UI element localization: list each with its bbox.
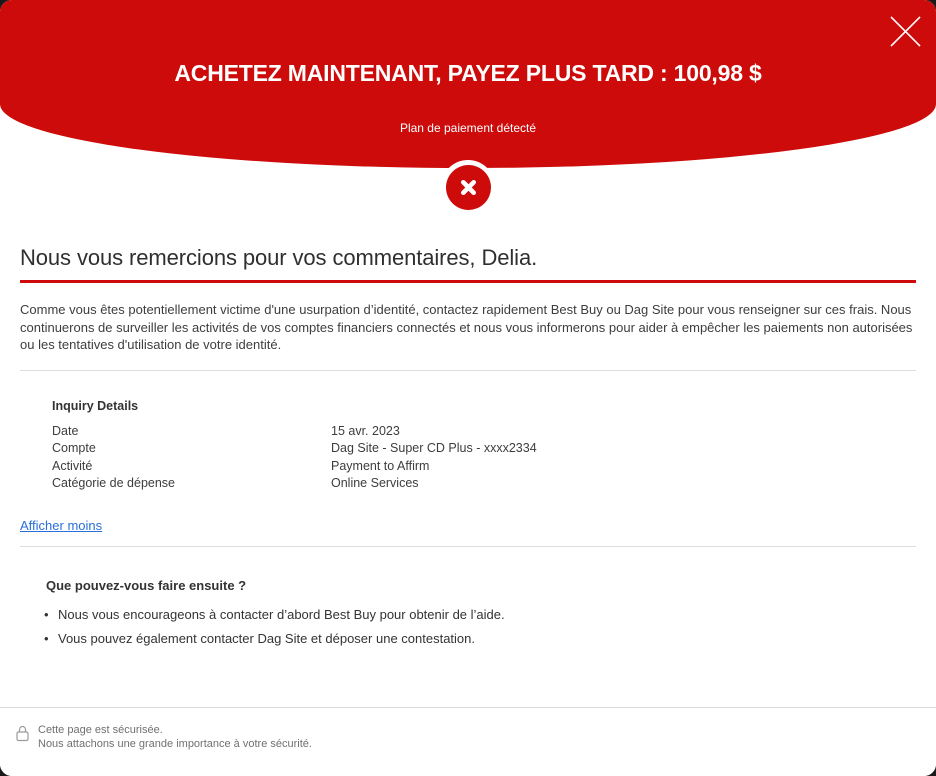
inquiry-label: Date bbox=[52, 423, 79, 438]
bullet-dot: • bbox=[44, 630, 49, 646]
bullet-dot: • bbox=[44, 606, 49, 622]
inquiry-title: Inquiry Details bbox=[52, 398, 139, 413]
alert-banner bbox=[0, 0, 936, 168]
body-text: Comme vous êtes potentiellement victime d'une usurpation d’identité, contactez rapidement Best Buy ou Dag Site pour vous renseigner sur ces frais. Nous continuerons de surveiller les activités de vos comptes financiers connectés et nous vous informerons pour aider à empêcher les paiements non autorisées ou les tentatives d'utilisation de votre identité. bbox=[20, 302, 913, 353]
alert-subtitle: Plan de paiement détecté bbox=[399, 121, 537, 135]
x-circle-icon bbox=[456, 175, 481, 200]
next-steps-section bbox=[20, 547, 916, 647]
lock-icon bbox=[16, 725, 29, 742]
inquiry-row bbox=[52, 458, 916, 476]
close-icon bbox=[890, 16, 921, 47]
inquiry-label: Compte bbox=[52, 441, 96, 456]
inquiry-details-section bbox=[20, 371, 916, 493]
security-note bbox=[38, 723, 312, 751]
list-item bbox=[46, 630, 916, 647]
security-footer bbox=[0, 707, 936, 776]
page-title: Nous vous remercions pour vos commentaires, Delia. bbox=[20, 245, 538, 270]
inquiry-row bbox=[52, 475, 916, 493]
inquiry-value: Dag Site - Super CD Plus - xxxx2334 bbox=[331, 441, 537, 456]
close-button[interactable] bbox=[887, 13, 923, 49]
inquiry-value: Payment to Affirm bbox=[331, 458, 430, 473]
next-steps-list bbox=[46, 606, 916, 647]
inquiry-row bbox=[52, 440, 916, 458]
inquiry-value: Online Services bbox=[331, 476, 419, 491]
inquiry-label: Activité bbox=[52, 458, 93, 473]
list-item-text: Vous pouvez également contacter Dag Site et déposer une contestation. bbox=[58, 630, 475, 646]
main-content bbox=[0, 168, 936, 647]
security-note-line2: Nous attachons une grande importance à votre sécurité. bbox=[38, 738, 312, 750]
inquiry-row bbox=[52, 423, 916, 441]
inquiry-value: 15 avr. 2023 bbox=[331, 423, 400, 438]
list-item-text: Nous vous encourageons à contacter d’abord Best Buy pour obtenir de l’aide. bbox=[58, 606, 505, 622]
security-note-line1: Cette page est sécurisée. bbox=[38, 724, 163, 736]
show-less-link[interactable]: Afficher moins bbox=[20, 517, 103, 533]
heading-underline bbox=[20, 280, 916, 283]
error-badge bbox=[441, 160, 495, 214]
inquiry-rows bbox=[52, 423, 916, 493]
list-item bbox=[46, 606, 916, 623]
inquiry-label: Catégorie de dépense bbox=[52, 476, 176, 491]
alert-title: ACHETEZ MAINTENANT, PAYEZ PLUS TARD : 100,98 $ bbox=[174, 60, 762, 86]
error-badge-core bbox=[446, 165, 491, 210]
next-steps-title: Que pouvez-vous faire ensuite ? bbox=[46, 577, 247, 593]
